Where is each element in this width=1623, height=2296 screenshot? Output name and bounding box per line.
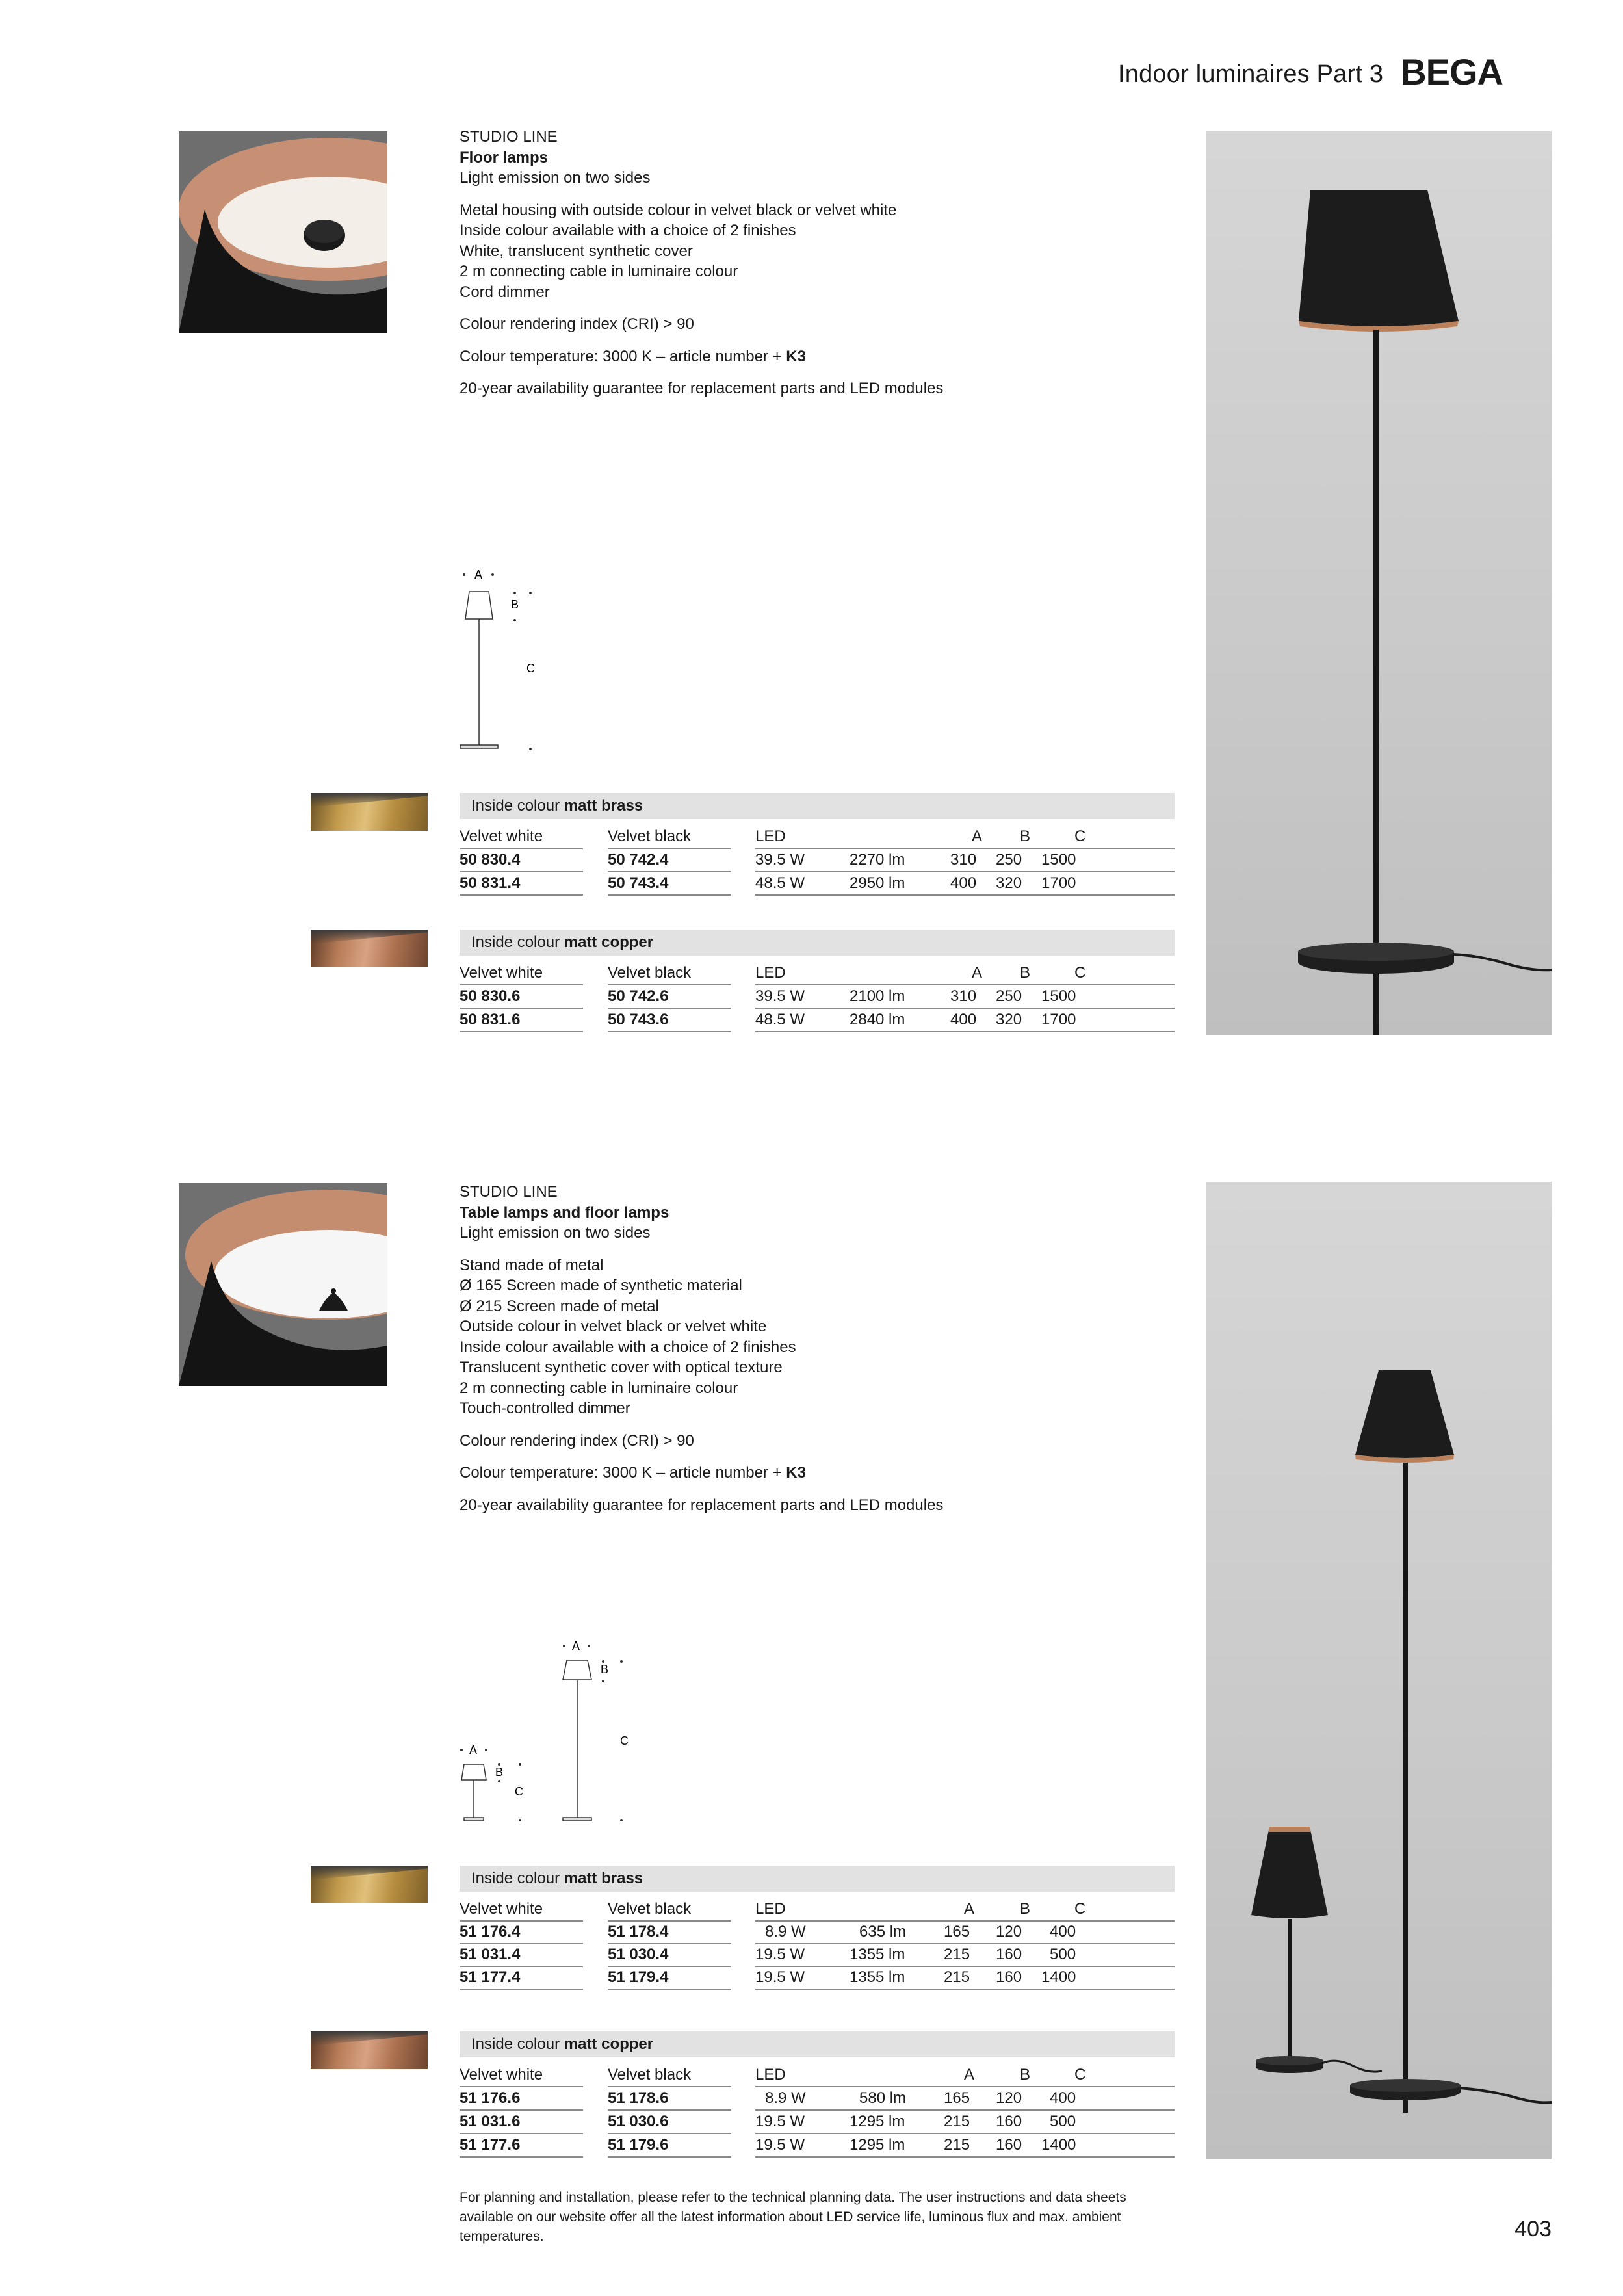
lumen: 580 lm [859,2089,907,2107]
col-header-led [755,1898,1175,1922]
col-header-b: B [1020,2066,1031,2083]
col-header-b: B [1020,964,1031,982]
band-prefix: Inside colour [471,2035,564,2053]
article-black: 51 178.6 [608,2087,731,2111]
light-emission: Light emission on two sides [460,169,651,187]
colour-temperature [460,346,1175,367]
led-label: LED [755,2066,786,2083]
feature-item: Inside colour available with a choice of 2 finishes [460,1338,796,1356]
lumen: 2840 lm [850,1011,905,1028]
dim-b: 160 [996,2113,1022,2130]
feature-item: Cord dimmer [460,283,550,301]
light-emission: Light emission on two sides [460,1224,651,1242]
dim-b: 120 [996,1923,1022,1940]
product-line: STUDIO LINE [460,1183,558,1201]
product-name: Floor lamps [460,148,549,166]
hero-photo-floor-lamp [1206,131,1552,1035]
dim-a: 400 [950,874,977,892]
col-header-a: A [972,828,983,845]
dim-label-b-small: B [495,1766,504,1779]
floor-lamp-illustration [1206,131,1552,1035]
led-label: LED [755,828,786,845]
dim-label-b: B [511,598,519,611]
dim-a: 215 [944,1968,970,1986]
swatch-matt-copper [311,2031,428,2069]
feature-item: Metal housing with outside colour in velvet black or velvet white [460,201,897,219]
table-floor-lamp-illustration [1206,1182,1552,2159]
led-values [755,1966,1175,1990]
band-prefix: Inside colour [471,797,564,815]
dim-a: 215 [944,2113,970,2130]
cri-text: Colour rendering index (CRI) > 90 [460,1431,694,1450]
lumen: 2950 lm [850,874,905,892]
article-white: 51 031.4 [460,1944,583,1967]
led-label: LED [755,1900,786,1918]
article-black: 50 743.4 [608,872,731,896]
col-header-velvet-white: Velvet white [460,2064,583,2087]
led-values [755,1009,1175,1032]
col-header-velvet-black: Velvet black [608,2064,731,2087]
led-values [755,1944,1175,1967]
dim-c: 400 [1050,1923,1076,1940]
dim-b: 250 [996,851,1022,868]
dim-b: 320 [996,1011,1022,1028]
lumen: 1355 lm [850,1968,905,1986]
article-white: 50 831.6 [460,1009,583,1032]
col-header-a: A [964,2066,975,2083]
article-white: 51 031.6 [460,2111,583,2134]
detail-photo-table-lamp [179,1183,387,1386]
article-black: 51 179.4 [608,1966,731,1990]
dim-b: 250 [996,987,1022,1005]
feature-item: White, translucent synthetic cover [460,242,693,260]
feature-item: Touch-controlled dimmer [460,1400,630,1417]
guarantee-text: 20-year availability guarantee for replacement parts and LED modules [460,1496,944,1514]
article-black: 50 742.6 [608,985,731,1009]
led-label: LED [755,964,786,982]
col-header-b: B [1020,1900,1031,1918]
article-black: 51 030.4 [608,1944,731,1967]
led-values [755,985,1175,1009]
product-line: STUDIO LINE [460,128,558,146]
led-values [755,2134,1175,2158]
led-values [755,1921,1175,1944]
wattage: 19.5 W [755,2113,805,2130]
dim-label-a: A [572,1639,580,1652]
page-number: 403 [1514,2217,1552,2241]
band-finish: matt brass [564,797,643,815]
article-black: 51 030.6 [608,2111,731,2134]
col-header-velvet-black: Velvet black [608,962,731,985]
dim-b: 160 [996,1946,1022,1963]
wattage: 48.5 W [755,1011,805,1028]
finish-band [460,930,1175,956]
col-header-velvet-white: Velvet white [460,826,583,849]
shade-interior-illustration [179,1183,387,1386]
dim-a: 165 [944,2089,970,2107]
lumen: 635 lm [859,1923,907,1940]
dim-label-c-small: C [515,1785,523,1798]
wattage: 19.5 W [755,2136,805,2154]
colour-temp-code: K3 [786,347,806,365]
feature-item: Stand made of metal [460,1256,604,1274]
dim-label-a: A [474,568,483,581]
band-finish: matt copper [564,2035,654,2053]
led-values [755,2111,1175,2134]
dim-b: 160 [996,1968,1022,1986]
feature-item: 2 m connecting cable in luminaire colour [460,1379,738,1397]
lumen: 2270 lm [850,851,905,868]
feature-item: Ø 165 Screen made of synthetic material [460,1277,742,1294]
band-finish: matt copper [564,933,654,951]
footnote: For planning and installation, please refer to the technical planning data. The user instructions and data sheets available on our website offer all the latest information about LED service life, luminous flux and max. ambient temperatures. [460,2190,1126,2244]
colour-temp-text: Colour temperature: 3000 K – article number + [460,347,786,365]
col-header-c: C [1074,828,1086,845]
col-header-b: B [1020,828,1031,845]
hero-photo-table-and-floor-lamp [1206,1182,1552,2159]
band-prefix: Inside colour [471,1870,564,1887]
led-values [755,2087,1175,2111]
feature-item: 2 m connecting cable in luminaire colour [460,263,738,280]
wattage: 8.9 W [765,2089,806,2107]
cri-text: Colour rendering index (CRI) > 90 [460,315,694,333]
article-white: 51 177.6 [460,2134,583,2158]
col-header-velvet-black: Velvet black [608,1898,731,1922]
col-header-a: A [964,1900,975,1918]
col-header-velvet-white: Velvet white [460,962,583,985]
product-description-1 [460,127,1175,399]
lumen: 1295 lm [850,2136,905,2154]
feature-item: Outside colour in velvet black or velvet white [460,1318,767,1335]
dimension-drawing-floor-lamp [455,559,546,754]
swatch-matt-brass [311,1866,428,1903]
shade-interior-illustration [179,131,387,333]
colour-temp-code: K3 [786,1464,806,1481]
feature-list [460,200,1175,303]
dim-c: 500 [1050,1946,1076,1963]
page-header [1118,51,1503,93]
led-values [755,849,1175,872]
catalog-section-title: Indoor luminaires Part 3 [1117,60,1384,88]
dim-b: 120 [996,2089,1022,2107]
dim-a: 400 [950,1011,977,1028]
dim-label-c: C [526,662,535,675]
feature-item: Inside colour available with a choice of 2 finishes [460,222,796,239]
lumen: 1355 lm [850,1946,905,1963]
col-header-led [755,2064,1175,2087]
col-header-velvet-white: Velvet white [460,1898,583,1922]
lumen: 1295 lm [850,2113,905,2130]
article-black: 51 179.6 [608,2134,731,2158]
col-header-c: C [1074,2066,1086,2083]
lumen: 2100 lm [850,987,905,1005]
dim-b: 160 [996,2136,1022,2154]
col-header-c: C [1074,964,1086,982]
wattage: 8.9 W [765,1923,806,1940]
article-white: 51 176.6 [460,2087,583,2111]
detail-photo-floor-lamp [179,131,387,333]
product-name: Table lamps and floor lamps [460,1203,669,1221]
finish-band [460,1866,1175,1892]
wattage: 39.5 W [755,987,805,1005]
feature-item: Translucent synthetic cover with optical texture [460,1359,783,1376]
col-header-velvet-black: Velvet black [608,826,731,849]
dim-c: 1400 [1041,2136,1076,2154]
dim-a: 215 [944,2136,970,2154]
dim-c: 1400 [1041,1968,1076,1986]
dim-label-a-small: A [469,1743,478,1756]
dim-a: 165 [944,1923,970,1940]
wattage: 39.5 W [755,851,805,868]
product-description-2 [460,1182,1175,1515]
dimension-drawing-table-floor-lamps [455,1630,650,1832]
brand-logo: BEGA [1400,51,1503,92]
dim-c: 1500 [1041,851,1076,868]
dim-c: 1700 [1041,874,1076,892]
col-header-led [755,826,1175,849]
dim-label-c: C [620,1734,629,1747]
finish-band [460,2031,1175,2057]
swatch-matt-copper [311,930,428,967]
article-white: 50 831.4 [460,872,583,896]
led-values [755,872,1175,896]
wattage: 19.5 W [755,1946,805,1963]
dim-c: 500 [1050,2113,1076,2130]
guarantee-text: 20-year availability guarantee for replacement parts and LED modules [460,380,944,397]
dim-a: 215 [944,1946,970,1963]
band-finish: matt brass [564,1870,643,1887]
article-white: 50 830.6 [460,985,583,1009]
dim-label-b: B [601,1663,609,1676]
article-black: 51 178.4 [608,1921,731,1944]
dim-c: 1500 [1041,987,1076,1005]
band-prefix: Inside colour [471,933,564,951]
colour-temp-text: Colour temperature: 3000 K – article number + [460,1464,786,1481]
col-header-c: C [1074,1900,1086,1918]
col-header-a: A [972,964,983,982]
feature-item: Ø 215 Screen made of metal [460,1297,659,1315]
dim-c: 1700 [1041,1011,1076,1028]
wattage: 19.5 W [755,1968,805,1986]
col-header-led [755,962,1175,985]
dim-c: 400 [1050,2089,1076,2107]
feature-list [460,1255,1175,1419]
article-black: 50 742.4 [608,849,731,872]
swatch-matt-brass [311,793,428,831]
finish-band [460,793,1175,819]
article-white: 51 177.4 [460,1966,583,1990]
colour-temperature [460,1463,1175,1483]
wattage: 48.5 W [755,874,805,892]
dim-b: 320 [996,874,1022,892]
article-black: 50 743.6 [608,1009,731,1032]
article-white: 50 830.4 [460,849,583,872]
dim-a: 310 [950,851,977,868]
article-white: 51 176.4 [460,1921,583,1944]
dim-a: 310 [950,987,977,1005]
